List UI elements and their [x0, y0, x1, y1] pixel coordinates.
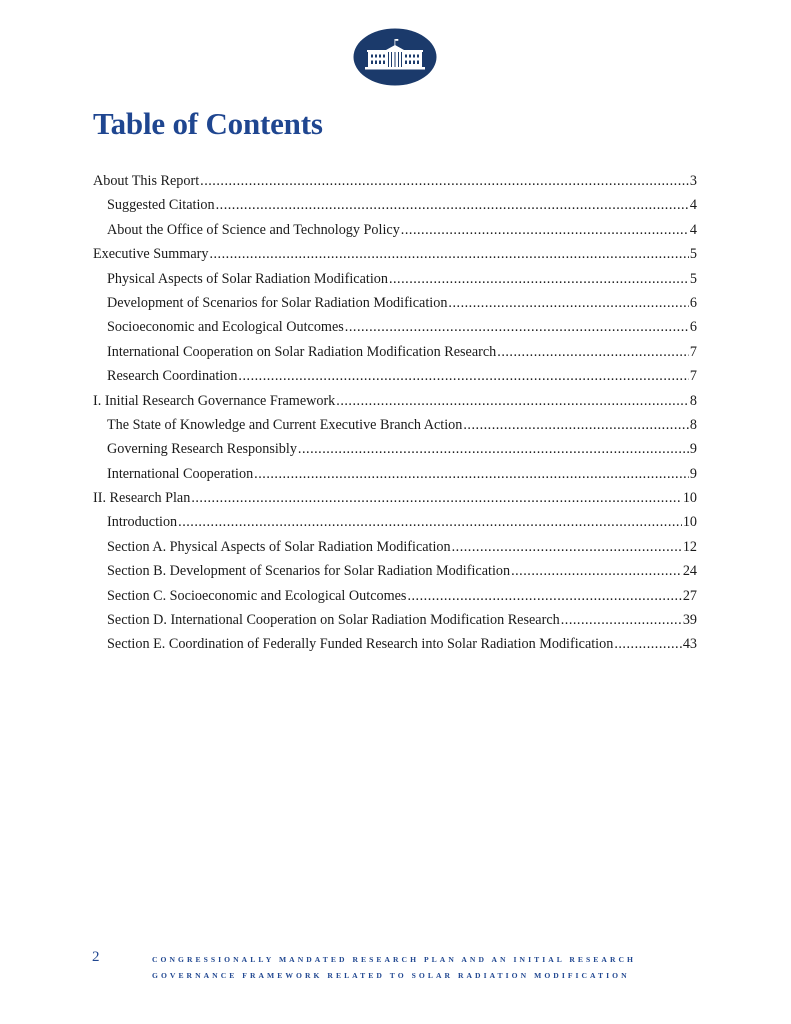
- toc-entry-label: Introduction: [107, 514, 178, 531]
- toc-entry[interactable]: [93, 487, 697, 511]
- toc-entry-label: II. Research Plan: [93, 490, 191, 507]
- toc-dot-leader: [191, 487, 682, 509]
- toc-dot-leader: [200, 170, 689, 192]
- toc-entry[interactable]: [93, 536, 697, 560]
- toc-entry-page-number: 5: [689, 270, 697, 287]
- page-title: Table of Contents: [93, 106, 323, 141]
- toc-entry-label: Socioeconomic and Ecological Outcomes: [107, 319, 344, 336]
- toc-dot-leader: [497, 341, 689, 363]
- white-house-logo-icon: [353, 28, 437, 86]
- footer-page-number: 2: [92, 949, 100, 965]
- toc-entry[interactable]: [93, 414, 697, 438]
- footer-line-2: GOVERNANCE FRAMEWORK RELATED TO SOLAR RADIATION MODIFICATION: [152, 971, 630, 980]
- toc-entry-label: International Cooperation: [107, 465, 254, 482]
- toc-entry-label: Section E. Coordination of Federally Funded Research into Solar Radiation Modification: [107, 636, 614, 653]
- toc-entry-page-number: 7: [689, 343, 697, 360]
- toc-entry[interactable]: [93, 511, 697, 535]
- toc-entry-label: Section A. Physical Aspects of Solar Radiation Modification: [107, 538, 451, 555]
- toc-entry-label: The State of Knowledge and Current Executive Branch Action: [107, 416, 463, 433]
- footer-running-title: [152, 952, 652, 984]
- toc-entry[interactable]: [93, 390, 697, 414]
- toc-dot-leader: [336, 390, 689, 412]
- toc-dot-leader: [511, 560, 682, 582]
- toc-dot-leader: [178, 511, 682, 533]
- toc-entry-label: Section C. Socioeconomic and Ecological Outcomes: [107, 587, 407, 604]
- toc-dot-leader: [452, 536, 682, 558]
- toc-entry[interactable]: [93, 292, 697, 316]
- toc-dot-leader: [448, 292, 688, 314]
- toc-entry-label: Development of Scenarios for Solar Radiation Modification: [107, 294, 448, 311]
- toc-dot-leader: [407, 585, 681, 607]
- toc-dot-leader: [209, 243, 688, 265]
- toc-dot-leader: [463, 414, 689, 436]
- toc-entry-page-number: 27: [682, 587, 697, 604]
- toc-entry-page-number: 9: [689, 465, 697, 482]
- toc-entry-page-number: 39: [682, 612, 697, 629]
- toc-entry-page-number: 10: [682, 514, 697, 531]
- toc-entry-label: Section B. Development of Scenarios for Solar Radiation Modification: [107, 563, 511, 580]
- toc-entry-label: Research Coordination: [107, 368, 238, 385]
- footer-line-1: CONGRESSIONALLY MANDATED RESEARCH PLAN AND AN INITIAL RESEARCH: [152, 955, 636, 964]
- toc-entry-page-number: 6: [689, 319, 697, 336]
- toc-entry[interactable]: [93, 341, 697, 365]
- toc-dot-leader: [254, 463, 689, 485]
- toc-entry-label: About the Office of Science and Technology Policy: [107, 221, 400, 238]
- toc-entry-page-number: 24: [682, 563, 697, 580]
- toc-entry-label: I. Initial Research Governance Framework: [93, 392, 336, 409]
- toc-entry-label: Governing Research Responsibly: [107, 441, 297, 458]
- toc-entry-page-number: 10: [682, 490, 697, 507]
- toc-entry[interactable]: [93, 633, 697, 657]
- toc-entry[interactable]: [93, 560, 697, 584]
- toc-entry-page-number: 43: [682, 636, 697, 653]
- toc-entry-page-number: 6: [689, 294, 697, 311]
- toc-entry[interactable]: [93, 170, 697, 194]
- toc-entry-page-number: 3: [689, 173, 697, 189]
- toc-entry-label: Section D. International Cooperation on Solar Radiation Modification Research: [107, 612, 560, 629]
- toc-entry-label: Executive Summary: [93, 246, 209, 263]
- toc-entry-page-number: 4: [689, 221, 697, 238]
- toc-entry[interactable]: [93, 316, 697, 340]
- toc-dot-leader: [561, 609, 682, 631]
- toc-entry-label: Suggested Citation: [107, 197, 215, 214]
- toc-dot-leader: [298, 438, 689, 460]
- toc-entry[interactable]: [93, 463, 697, 487]
- toc-entry[interactable]: [93, 268, 697, 292]
- toc-entry-page-number: 12: [682, 538, 697, 555]
- toc-entry[interactable]: [93, 438, 697, 462]
- toc-entry-page-number: 8: [689, 416, 697, 433]
- table-of-contents: [93, 170, 697, 658]
- toc-entry[interactable]: [93, 219, 697, 243]
- toc-entry[interactable]: [93, 609, 697, 633]
- toc-entry-page-number: 9: [689, 441, 697, 458]
- toc-dot-leader: [389, 268, 689, 290]
- toc-entry-label: International Cooperation on Solar Radiation Modification Research: [107, 343, 497, 360]
- toc-dot-leader: [345, 316, 689, 338]
- toc-entry-page-number: 8: [689, 392, 697, 409]
- toc-entry[interactable]: [93, 585, 697, 609]
- toc-dot-leader: [216, 194, 689, 216]
- toc-entry[interactable]: [93, 243, 697, 267]
- toc-dot-leader: [401, 219, 689, 241]
- toc-entry-page-number: 4: [689, 197, 697, 214]
- toc-entry-page-number: 5: [689, 246, 697, 263]
- toc-entry-label: About This Report: [93, 173, 200, 189]
- toc-entry-page-number: 7: [689, 368, 697, 385]
- toc-dot-leader: [614, 633, 681, 655]
- toc-dot-leader: [238, 365, 688, 387]
- toc-entry[interactable]: [93, 365, 697, 389]
- toc-entry-label: Physical Aspects of Solar Radiation Modification: [107, 270, 388, 287]
- toc-entry[interactable]: [93, 194, 697, 218]
